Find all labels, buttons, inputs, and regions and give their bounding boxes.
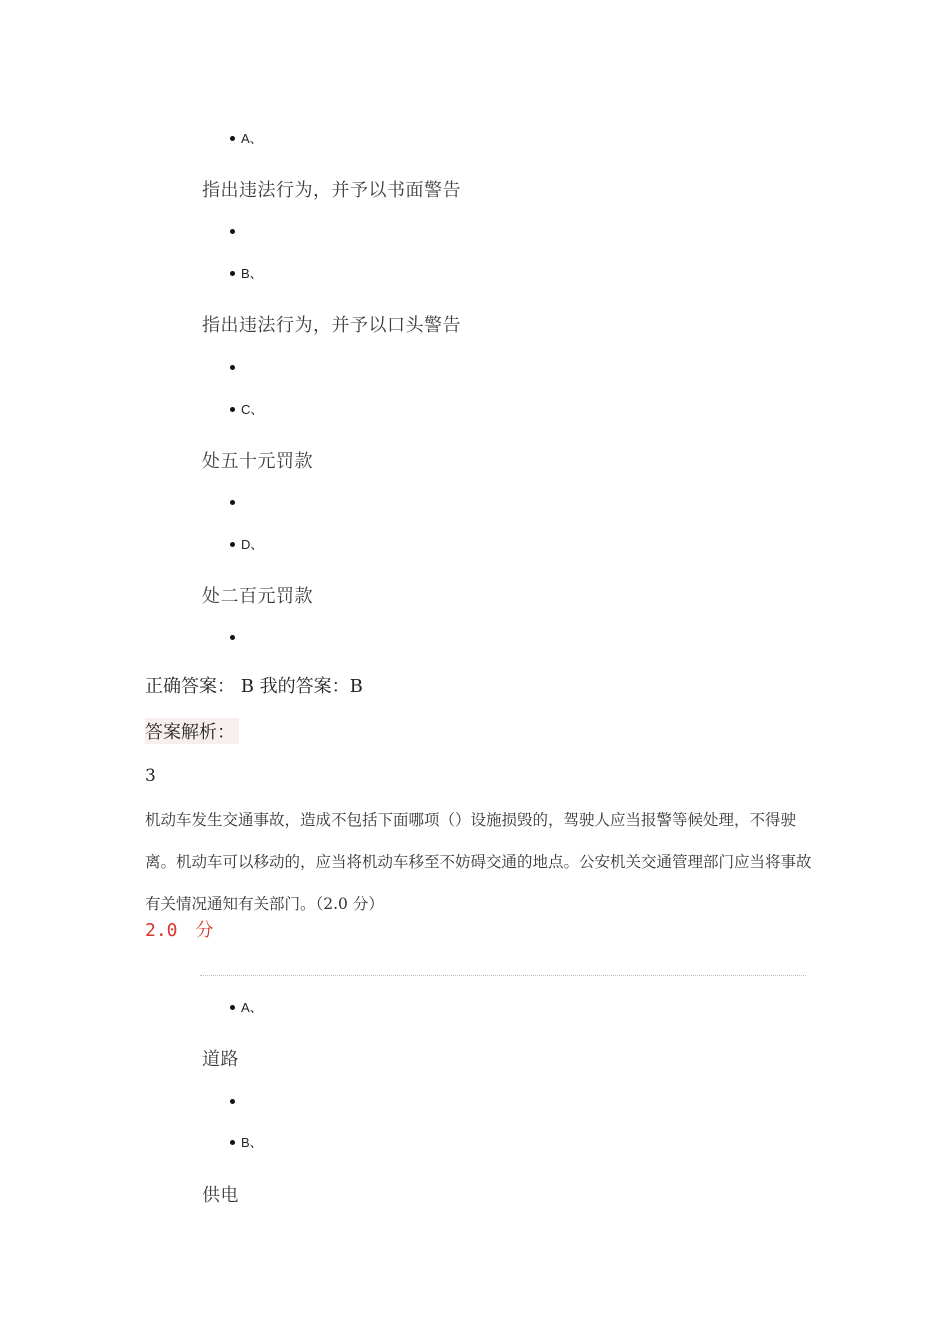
option-b-marker[interactable] (230, 265, 263, 283)
bullet-icon (230, 1005, 235, 1010)
option-label: D、 (241, 537, 264, 552)
option-label: A、 (241, 1000, 263, 1015)
option-c-radio[interactable] (230, 494, 241, 512)
option-label: C、 (241, 402, 264, 417)
bullet-icon (230, 635, 235, 640)
bullet-icon (230, 542, 235, 547)
answer-analysis-label: 答案解析： (145, 718, 239, 744)
option-d-text: 处二百元罚款 (202, 586, 313, 607)
question-score: 2.0 分 (145, 920, 214, 941)
bullet-icon (230, 1140, 235, 1145)
q3-option-a-text: 道路 (202, 1049, 239, 1070)
option-b-radio[interactable] (230, 359, 241, 377)
option-a-text: 指出违法行为，并予以书面警告 (202, 180, 461, 201)
q3-option-b-text: 供电 (202, 1185, 239, 1206)
bullet-icon (230, 500, 235, 505)
option-label: A、 (241, 131, 263, 146)
bullet-icon (230, 1099, 235, 1104)
bullet-icon (230, 271, 235, 276)
divider (200, 975, 806, 976)
bullet-icon (230, 407, 235, 412)
bullet-icon (230, 365, 235, 370)
bullet-icon (230, 229, 235, 234)
bullet-icon (230, 136, 235, 141)
q3-option-b-marker[interactable] (230, 1134, 263, 1152)
option-a-radio[interactable] (230, 223, 241, 241)
option-label: B、 (241, 1135, 263, 1150)
option-d-radio[interactable] (230, 629, 241, 647)
q3-option-a-marker[interactable] (230, 999, 263, 1017)
option-d-marker[interactable] (230, 536, 263, 554)
option-a-marker[interactable] (230, 130, 263, 148)
option-b-text: 指出违法行为，并予以口头警告 (202, 315, 461, 336)
answer-line: 正确答案： B 我的答案：B (145, 676, 363, 697)
option-label: B、 (241, 266, 263, 281)
question-text: 机动车发生交通事故，造成不包括下面哪项（）设施损毁的，驾驶人应当报警等候处理，不得驶离。机动车可以移动的，应当将机动车移至不妨碍交通的地点。公安机关交通管理部门应当将事故有关情况通知有关部门。（2.0 分） (145, 811, 812, 913)
option-c-text: 处五十元罚款 (202, 451, 313, 472)
option-c-marker[interactable] (230, 401, 263, 419)
q3-option-a-radio[interactable] (230, 1093, 241, 1111)
question-number: 3 (145, 766, 156, 786)
